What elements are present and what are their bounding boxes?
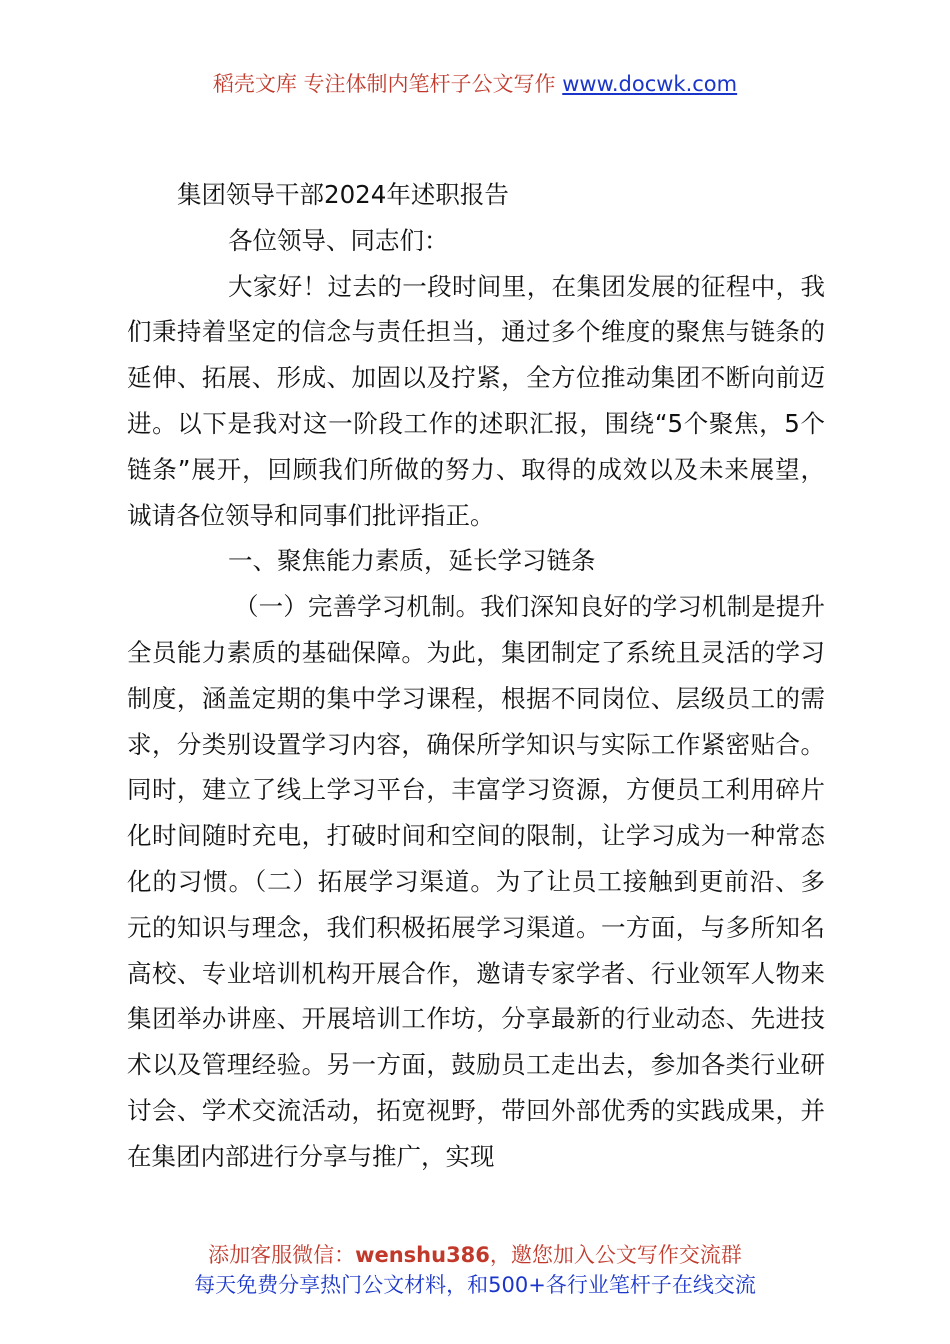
header-site-link[interactable]: www.docwk.com xyxy=(562,72,738,96)
document-title: 集团领导干部2024年述职报告 xyxy=(177,180,509,209)
footer-wechat-id: wenshu386 xyxy=(355,1243,490,1267)
footer-contact-suffix: ，邀您加入公文写作交流群 xyxy=(489,1243,742,1267)
footer-share-line: 每天免费分享热门公文材料，和500+各行业笔杆子在线交流 xyxy=(194,1273,756,1297)
header-brand-text: 稻壳文库 专注体制内笔杆子公文写作 xyxy=(212,72,556,96)
document-body xyxy=(127,172,825,1180)
footer-contact-prefix: 添加客服微信： xyxy=(208,1243,356,1267)
intro-paragraph: 大家好！过去的一段时间里，在集团发展的征程中，我们秉持着坚定的信念与责任担当，通过多个维度的聚焦与链条的延伸、拓展、形成、加固以及拧紧，全方位推动集团不断向前迈进。以下是我对这一阶段工作的述职汇报，围绕“5个聚焦，5个链条”展开，回顾我们所做的努力、取得的成效以及未来展望，诚请各位领导和同事们批评指正。 xyxy=(127,271,825,530)
document-greeting: 各位领导、同志们： xyxy=(228,225,449,255)
page-header xyxy=(0,70,950,98)
page-footer xyxy=(0,1240,950,1300)
section-paragraph: （一）完善学习机制。我们深知良好的学习机制是提升全员能力素质的基础保障。为此，集团制定了系统且灵活的学习制度，涵盖定期的集中学习课程，根据不同岗位、层级员工的需求，分类别设置学习内容，确保所学知识与实际工作紧密贴合。同时，建立了线上学习平台，丰富学习资源，方便员工利用碎片化时间随时充电，打破时间和空间的限制，让学习成为一种常态化的习惯。（二）拓展学习渠道。为了让员工接触到更前沿、多元的知识与理念，我们积极拓展学习渠道。一方面，与多所知名高校、专业培训机构开展合作，邀请专家学者、行业领军人物来集团举办讲座、开展培训工作坊，分享最新的行业动态、先进技术以及管理经验。另一方面，鼓励员工走出去，参加各类行业研讨会、学术交流活动，拓宽视野，带回外部优秀的实践成果，并在集团内部进行分享与推广，实现 xyxy=(127,592,825,1171)
section-heading: 一、聚焦能力素质，延长学习链条 xyxy=(228,546,596,576)
footer-contact-line xyxy=(0,1240,950,1270)
